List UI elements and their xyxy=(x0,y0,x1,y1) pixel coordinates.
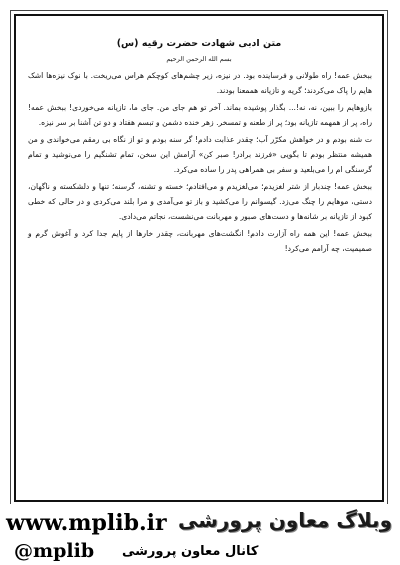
paragraph: ببخش عمه! راه طولانی و فرساینده بود. در نیزه، زیر چشم‌های کوچکم هراس می‌ریخت. با نوک نیزه‌ها اشک هایم را پاک می‌کردند؛ گریه و تازیانه هممعنا بودند. xyxy=(28,71,372,95)
channel-handle: @mplib xyxy=(14,540,95,562)
channel-name: کانال معاون پرورشی xyxy=(122,544,259,559)
document-title: متن ادبی شهادت حضرت رقیه (س) xyxy=(116,38,282,49)
document-frame xyxy=(14,14,384,502)
document-body xyxy=(16,68,382,256)
basmala: بسم الله الرحمن الرحیم xyxy=(166,55,232,63)
watermark-footer xyxy=(0,504,400,565)
blog-name: وبلاگ معاون پرورشی xyxy=(177,508,392,532)
paragraph: ت شنه بودم و در خواهش مکرّر آب؛ چقدر عذابت دادم! گر سنه بودم و تو از نگاه بی رمقم می‌خواندی و من همیشه منتظر بودم تا بگویی «فرزند برادر! صبر کن» آرامش این سخن، تمام تشنگیم را می‌نوشید و تمام گرسنگی ام را می‌بلعید و سفر بی همراهی پدر را ساده می‌کرد. xyxy=(28,135,372,174)
paragraph: بازوهایم را ببین، نه، نه!... بگذار پوشیده بماند. آخر تو هم جای من. جای ما، تازیانه می‌خوردی! ببخش عمه! راه، پر از همهمه تازیانه بود؛ پر از طعنه و تمسخر. زهر خنده دشمن و تبسم هفتاد و دو تن آشنا بر سر نیزه. xyxy=(28,103,372,127)
paragraph: ببخش عمه! چندبار از شتر لغزیدم؛ می‌لغزیدم و می‌افتادم؛ خسته و تشنه، گرسنه؛ تنها و دلشکسته و ناگهان، دستی، موهایم را چنگ می‌زد. گیسوانم را می‌کشید و باز تو می‌آمدی و مرا بلند می‌کردی و در حالی که خطی کبود از تازیانه بر شانه‌ها و دست‌های صبور و مهربانت می‌نشست، نجاتم می‌دادی. xyxy=(28,182,372,221)
paragraph: ببخش عمه! این همه راه آزارت دادم! انگشت‌های مهربانت، چقدر خارها از پایم جدا کرد و آغوش گرم و صمیمیت، چه آرامم می‌کرد! xyxy=(28,229,372,253)
site-url: www.mplib.ir xyxy=(6,510,167,536)
